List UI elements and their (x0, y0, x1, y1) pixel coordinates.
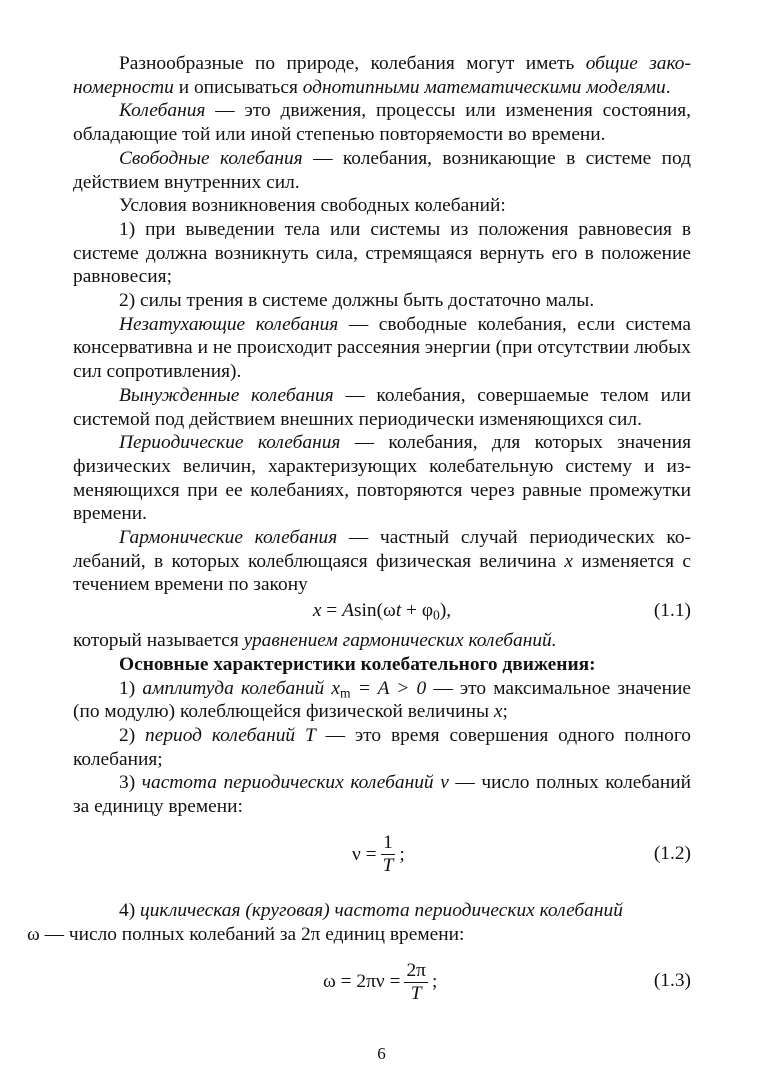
paragraph-cyclic-frequency: 4) циклическая (круговая) частота периодических колебаний ω — число полных колебаний за 2π единиц времени: (27, 899, 623, 945)
term-math-models: однотипными математическими моделями (302, 76, 666, 98)
formula-1-1 (73, 597, 691, 629)
term-periodic: Периодические колебания (119, 432, 341, 454)
paragraph-condition-2: 2) силы трения в системе должны быть достаточно малы. (119, 290, 595, 312)
formula-1-3-expression: ω = 2πν = $\frac{2\pi}{T}$ ; (323, 959, 438, 1004)
paragraph-oscillations-definition: Колебания — это движения, процессы или изменения состояния, обладающие той или иной степенью повторяемости во времени. (73, 100, 691, 146)
page-number: 6 (377, 1044, 386, 1063)
formula-1-3-number: (1.3) (653, 970, 691, 992)
paragraph-undamped: Незатухающие колебания — свободные колебания, если система консервативна и не происходит рассеяния энергии (при отсутствии любых сил сопротивления). (73, 313, 691, 383)
term-forced: Вынужденные колебания (119, 384, 334, 406)
paragraph-harmonic-equation: который называется уравнением гармонических колебаний. (73, 630, 557, 652)
term-cyclic-frequency: циклическая (круговая) частота периодических колебаний (140, 899, 623, 921)
term-undamped: Незатухающие колебания (119, 313, 339, 335)
term-harmonic: Гармонические колебания (119, 527, 338, 549)
formula-1-1-number: (1.1) (653, 600, 691, 622)
paragraph-forced: Вынужденные колебания — колебания, совершаемые телом или системой под действием внешних периодически изменяющихся сил. (73, 384, 692, 430)
paragraph-conditions: Условия возникновения свободных колебаний: (119, 195, 506, 217)
page-body (27, 52, 692, 1012)
paragraph-amplitude: 1) амплитуда колебаний $x_m = A > 0$ — это максимальное значение (по модулю) колеблющейся физической величины x; (73, 677, 691, 723)
formula-1-1-expression: $x = Asin(\omega t + \varphi_0)$, (312, 600, 452, 623)
term-amplitude: амплитуда колебаний (142, 677, 325, 699)
term-oscillations: Колебания (119, 100, 206, 122)
term-harmonic-equation: уравнением гармонических колебаний. (243, 630, 557, 652)
term-frequency: частота периодических колебаний ν (141, 772, 449, 794)
fraction-1-over-T: $\frac{1}{T}$ (382, 832, 394, 877)
term-free-oscillations: Свободные колебания (119, 147, 303, 169)
section-heading: Основные характеристики колебательного движения: (119, 653, 596, 675)
fraction-2pi-over-T: $\frac{2\pi}{T}$ (406, 959, 426, 1004)
paragraph-harmonic: Гармонические колебания — частный случай периодических колебаний, в которых колеблющаяся физическая величина x изменяется с течением времени по закону (73, 527, 691, 596)
formula-1-3 (73, 952, 691, 1012)
term-general-laws: общие закономерности (73, 53, 691, 98)
paragraph-intro: Разнообразные по природе, колебания могут иметь общие закономерности и описываться однотипными математическими моделями. (73, 53, 691, 98)
term-period: период колебаний T (145, 724, 316, 746)
paragraph-period: 2) период колебаний T — это время совершения одного полного колебания; (73, 724, 691, 770)
paragraph-condition-1: 1) при выведении тела или системы из положения равновесия в системе должна возникнуть сила, стремящаяся вернуть его в положение равновесия; (73, 218, 691, 288)
paragraph-frequency: 3) частота периодических колебаний ν — число полных колебаний за единицу времени: (73, 772, 692, 818)
paragraph-free-oscillations: Свободные колебания — колебания, возникающие в системе под действием внутренних сил. (73, 147, 691, 193)
paragraph-periodic: Периодические колебания — колебания, для которых значения физических величин, характеризующих колебательную систему и изменяющихся при ее колебаниях, повторяются через равные промежутки времени. (73, 432, 691, 525)
formula-1-2 (73, 825, 691, 885)
formula-1-2-number: (1.2) (653, 842, 691, 864)
formula-1-2-expression: ν = $\frac{1}{T}$ ; (352, 832, 405, 877)
